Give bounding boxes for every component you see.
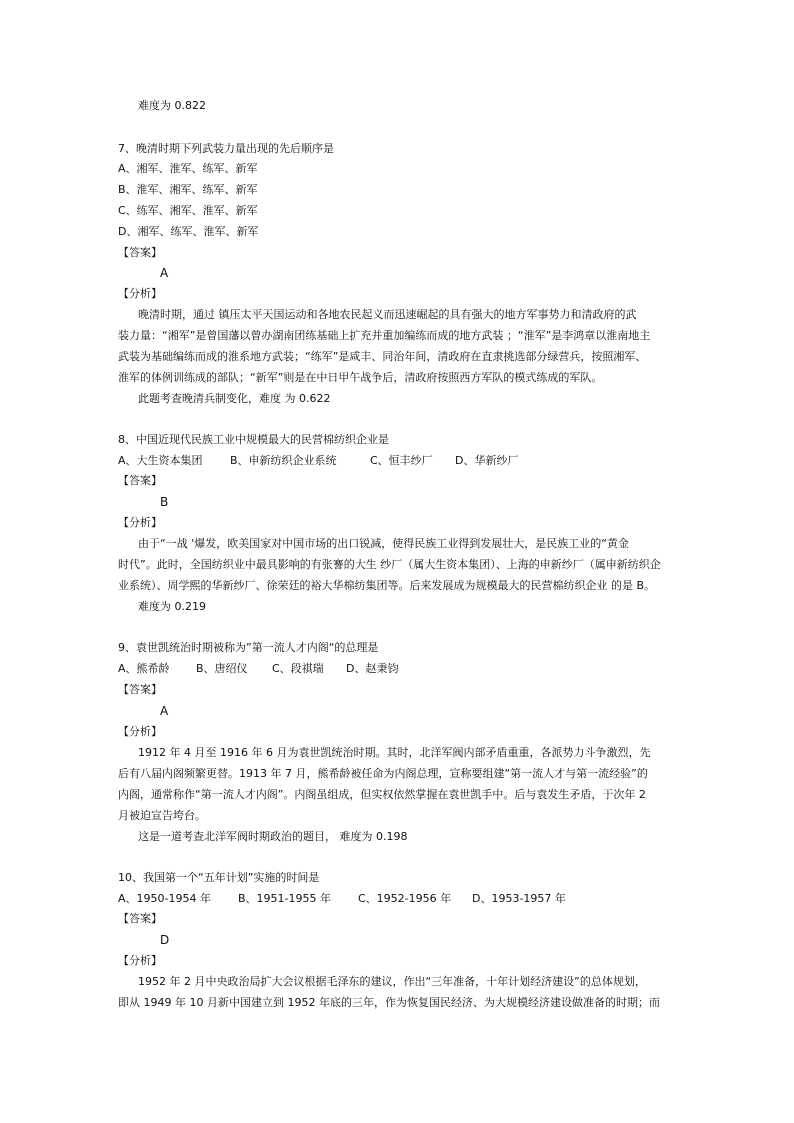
question-7-difficulty: 此题考查晚清兵制变化，难度 为 0.622 — [138, 392, 331, 405]
question-10-option-a: A、1950-1954 年 — [118, 892, 211, 905]
question-10-analysis-line-1: 1952 年 2 月中央政治局扩大会议根据毛泽东的建议，作出“三年准备，十年计划经济建设”的总体规划， — [138, 975, 646, 988]
question-7-analysis-line-3: 武装为基础编练而成的淮系地方武装；“练军”是咸丰、同治年间，清政府在直隶挑选部分绿营兵，按照湘军、 — [118, 350, 647, 363]
question-7-option-c: C、练军、湘军、淮军、新军 — [118, 204, 258, 217]
question-7-option-a: A、湘军、淮军、练军、新军 — [118, 162, 258, 175]
question-7-answer: A — [160, 266, 169, 280]
question-9-analysis-line-3: 内阁，通常称作“第一流人才内阁”。内阁虽组成，但实权依然掌握在袁世凯手中。后与袁发生矛盾，于次年 2 — [118, 788, 646, 801]
intro-difficulty: 难度为 0.822 — [138, 99, 206, 112]
question-9-option-d: D、赵秉钧 — [346, 662, 399, 675]
question-8-answer: B — [160, 495, 169, 509]
question-7-option-d: D、湘军、练军、淮军、新军 — [118, 225, 259, 238]
question-9-title: 9、袁世凯统治时期被称为”第一流人才内阁“的总理是 — [118, 641, 379, 654]
question-8-title: 8、中国近现代民族工业中规模最大的民营棉纺织企业是 — [118, 433, 389, 446]
question-9-option-c: C、段祺瑞 — [272, 662, 324, 675]
question-8-difficulty: 难度为 0.219 — [138, 600, 206, 613]
question-7-title: 7、晚清时期下列武装力量出现的先后顺序是 — [118, 142, 334, 155]
question-7-analysis-line-4: 淮军的体例训练成的部队；“新军”则是在中日甲午战争后，清政府按照西方军队的模式练成的军队。 — [118, 371, 603, 384]
question-8-option-d: D、华新纱厂 — [455, 454, 519, 467]
question-10-analysis-line-2: 即从 1949 年 10 月新中国建立到 1952 年底的三年，作为恢复国民经济、为大规模经济建设做准备的时期；而 — [118, 996, 660, 1009]
question-9-option-b: B、唐绍仪 — [196, 662, 248, 675]
question-8-answer-label: 【答案】 — [118, 474, 162, 487]
question-10-answer: D — [160, 933, 170, 947]
question-10-title: 10、我国第一个“五年计划”实施的时间是 — [118, 871, 320, 884]
question-8-option-a: A、大生资本集团 — [118, 454, 203, 467]
question-8-analysis-line-2: 时代”。此时，全国纺织业中最具影响的有张謇的大生 纱厂（属大生资本集团）、上海的申新纱厂（属申新纺织企 — [118, 558, 661, 571]
question-8-option-c: C、恒丰纱厂 — [370, 454, 433, 467]
question-9-difficulty: 这是一道考查北洋军阀时期政治的题目， 难度为 0.198 — [138, 830, 408, 843]
question-8-analysis-line-1: 由于“一战 '爆发，欧美国家对中国市场的出口锐减，使得民族工业得到发展壮大，是民族工业的“黄金 — [138, 537, 629, 550]
question-9-answer-label: 【答案】 — [118, 683, 162, 696]
question-9-analysis-label: 【分析】 — [118, 725, 162, 738]
question-7-answer-label: 【答案】 — [118, 246, 162, 259]
question-9-analysis-line-2: 后有八届内阁频繁更替。1913 年 7 月，熊希龄被任命为内阁总理，宣称要组建“第一流人才与第一流经验”的 — [118, 767, 648, 780]
question-9-option-a: A、熊希龄 — [118, 662, 170, 675]
question-8-option-b: B、申新纺织企业系统 — [230, 454, 337, 467]
question-10-analysis-label: 【分析】 — [118, 954, 162, 967]
question-10-option-c: C、1952-1956 年 — [358, 892, 452, 905]
question-10-option-d: D、1953-1957 年 — [472, 892, 566, 905]
question-9-analysis-line-4: 月被迫宣告垮台。 — [118, 809, 206, 822]
question-8-analysis-label: 【分析】 — [118, 516, 162, 529]
question-10-option-b: B、1951-1955 年 — [238, 892, 332, 905]
question-9-analysis-line-1: 1912 年 4 月至 1916 年 6 月为袁世凯统治时期。其时，北洋军阀内部矛盾重重，各派势力斗争激烈，先 — [138, 746, 651, 759]
question-7-option-b: B、淮军、湘军、练军、新军 — [118, 183, 258, 196]
question-9-answer: A — [160, 704, 169, 718]
question-7-analysis-line-1: 晚清时期，通过 镇压太平天国运动和各地农民起义而迅速崛起的具有强大的地方军事势力和清政府的武 — [138, 308, 637, 321]
question-7-analysis-line-2: 装力量：“湘军”是曾国藩以曾办湖南团练基础上扩充并重加编练而成的地方武装 ；“淮军”是李鸿章以淮南地主 — [118, 329, 651, 342]
question-10-answer-label: 【答案】 — [118, 912, 162, 925]
question-8-analysis-line-3: 业系统）、周学熙的华新纱厂、徐荣廷的裕大华棉纺集团等。后来发展成为规模最大的民营棉纺织企业 的是 B。 — [118, 579, 656, 592]
question-7-analysis-label: 【分析】 — [118, 287, 162, 300]
